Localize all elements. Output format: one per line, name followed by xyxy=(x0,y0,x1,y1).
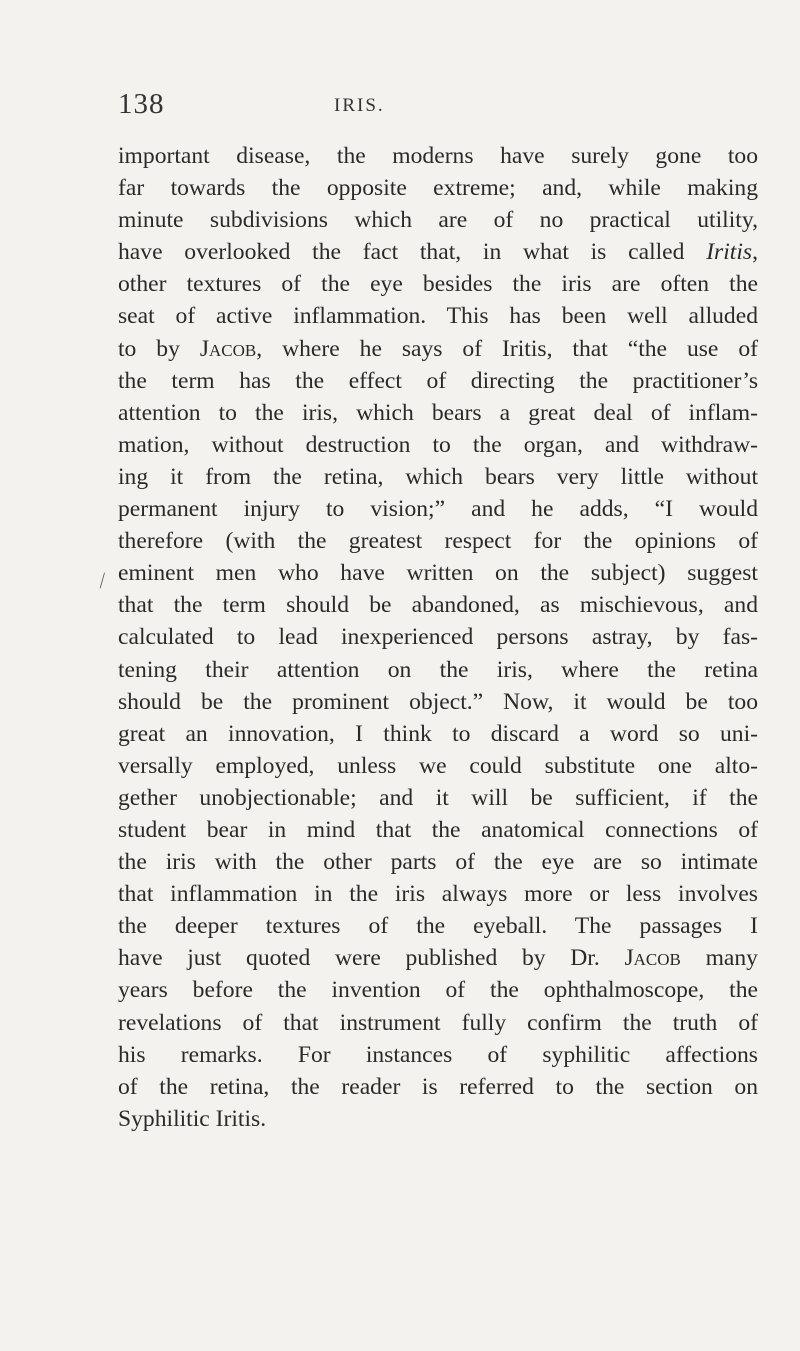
margin-mark: ⁄ xyxy=(97,570,108,592)
text-line xyxy=(118,300,758,332)
text-line xyxy=(118,1103,758,1135)
text-run: , xyxy=(752,239,758,266)
text-run: of the retina, the reader is referred to the section on xyxy=(118,1073,758,1100)
text-line xyxy=(118,621,758,653)
text-line xyxy=(118,493,758,525)
text-run: his remarks. For instances of syphilitic affections xyxy=(118,1041,758,1068)
text-line xyxy=(118,172,758,204)
text-line xyxy=(118,878,758,910)
text-run: versally employed, unless we could substitute one alto- xyxy=(118,752,758,779)
text-line xyxy=(118,846,758,878)
text-run: that inflammation in the iris always more or less involves xyxy=(118,881,758,908)
text-line xyxy=(118,525,758,557)
text-run: revelations of that instrument fully confirm the truth of xyxy=(118,1009,758,1036)
text-run: the deeper textures of the eyeball. The passages I xyxy=(118,913,758,940)
text-line xyxy=(118,1039,758,1071)
text-line xyxy=(118,718,758,750)
text-run: to by xyxy=(118,335,200,362)
text-line xyxy=(118,268,758,300)
text-run: seat of active inflammation. This has been well alluded xyxy=(118,303,758,330)
text-run: have just quoted were published by Dr. xyxy=(118,945,625,972)
text-line xyxy=(118,750,758,782)
text-run: that the term should be abandoned, as mischievous, and xyxy=(118,592,758,619)
text-line xyxy=(118,461,758,493)
author-name: Jacob xyxy=(624,945,681,972)
text-run: ing it from the retina, which bears very little without xyxy=(118,463,758,490)
text-run: have overlooked the fact that, in what is called xyxy=(118,239,707,266)
text-run: therefore (with the greatest respect for the opinions of xyxy=(118,528,758,555)
text-line xyxy=(118,429,758,461)
text-run: many xyxy=(680,945,758,972)
text-line xyxy=(118,589,758,621)
text-run: student bear in mind that the anatomical connections of xyxy=(118,816,758,843)
author-name: Jacob xyxy=(199,335,257,362)
text-line xyxy=(118,557,758,589)
text-line xyxy=(118,782,758,814)
text-run: great an innovation, I think to discard a word so uni- xyxy=(118,720,758,747)
text-line xyxy=(118,365,758,397)
text-line xyxy=(118,333,758,365)
text-run: permanent injury to vision;” and he adds, “I would xyxy=(118,496,758,523)
text-line xyxy=(118,910,758,942)
text-line xyxy=(118,204,758,236)
text-run: eminent men who have written on the subject) suggest xyxy=(118,560,758,587)
text-run: minute subdivisions which are of no practical utility, xyxy=(118,207,758,234)
text-run: Syphilitic Iritis. xyxy=(118,1105,267,1132)
text-line xyxy=(118,654,758,686)
text-line xyxy=(118,1071,758,1103)
text-run: the term has the effect of directing the practitioner’s xyxy=(118,367,758,394)
text-run: tening their attention on the iris, where the retina xyxy=(118,656,758,683)
text-line xyxy=(118,397,758,429)
text-run: should be the prominent object.” Now, it would be too xyxy=(118,688,758,715)
text-run: mation, without destruction to the organ, and withdraw- xyxy=(118,431,758,458)
text-run: other textures of the eye besides the iris are often the xyxy=(118,271,758,298)
text-run: gether unobjectionable; and it will be sufficient, if the xyxy=(118,784,758,811)
text-line xyxy=(118,974,758,1006)
running-title: IRIS. xyxy=(334,95,385,116)
text-run: important disease, the moderns have surely gone too xyxy=(118,143,758,169)
page-number: 138 xyxy=(118,88,165,120)
body-paragraph xyxy=(118,140,758,1135)
text-line xyxy=(118,686,758,718)
text-run: attention to the iris, which bears a great deal of inflam- xyxy=(118,399,758,426)
text-line xyxy=(118,140,758,172)
text-run: the iris with the other parts of the eye are so intimate xyxy=(118,849,758,876)
text-run: years before the invention of the ophthalmoscope, the xyxy=(118,977,758,1004)
text-line xyxy=(118,942,758,974)
text-run: far towards the opposite extreme; and, while making xyxy=(118,175,758,202)
text-run: calculated to lead inexperienced persons astray, by fas- xyxy=(118,624,758,651)
text-line xyxy=(118,814,758,846)
text-run: , where he says of Iritis, that “the use of xyxy=(256,335,758,362)
text-line xyxy=(118,236,758,268)
italic-term: Iritis xyxy=(706,239,753,266)
text-line xyxy=(118,1007,758,1039)
running-head xyxy=(118,88,758,128)
